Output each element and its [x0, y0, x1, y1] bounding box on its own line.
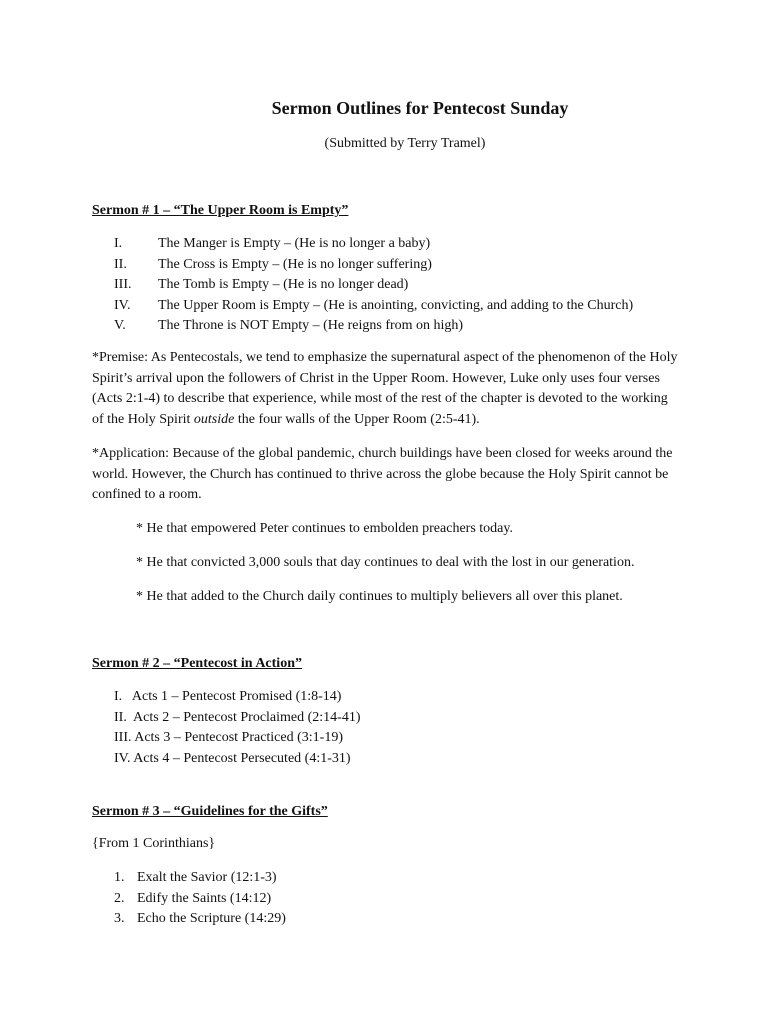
point-number: 3. [114, 911, 125, 926]
page-subtitle: (Submitted by Terry Tramel) [324, 136, 486, 151]
point-text: Exalt the Savior (12:1-3) [137, 870, 277, 885]
bullet-item: * He that convicted 3,000 souls that day continues to deal with the lost in our generation. [136, 555, 635, 570]
point-text: Echo the Scripture (14:29) [137, 911, 286, 926]
sermon-3-heading: Sermon # 3 – “Guidelines for the Gifts” [92, 804, 328, 819]
point-text: The Upper Room is Empty – (He is anointing, convicting, and adding to the Church) [158, 297, 634, 313]
sermon-2-heading: Sermon # 2 – “Pentecost in Action” [92, 656, 302, 671]
point-number: 1. [114, 870, 125, 885]
sermon-3-source: {From 1 Corinthians} [92, 836, 216, 851]
point-number: III. [114, 277, 132, 292]
point-number: 2. [114, 890, 125, 906]
point-text: The Tomb is Empty – (He is no longer dead) [158, 277, 409, 292]
application-bullets [136, 519, 634, 621]
outline-point: IV. Acts 4 – Pentecost Persecuted (4:1-31) [114, 750, 351, 766]
point-number: IV. [114, 297, 131, 313]
premise-text: *Premise: As Pentecostals, we tend to emphasize the supernatural aspect of the phenomenon of the Holy Spirit’s arrival upon the followers of Christ in the Upper Room. However, Luke only uses four verses (Acts 2:1-4) to describe that experience, while most of the rest of the chapter is devoted to the working of the Holy Spirit [92, 350, 678, 427]
point-number: II. [114, 256, 127, 272]
premise-emphasis: outside [193, 411, 235, 427]
premise-text-end: the four walls of the Upper Room (2:5-41). [234, 411, 480, 427]
point-text: Edify the Saints (14:12) [137, 890, 272, 906]
bullet-item: * He that empowered Peter continues to embolden preachers today. [136, 521, 513, 536]
point-text: The Throne is NOT Empty – (He reigns from on high) [158, 318, 464, 333]
page-title: Sermon Outlines for Pentecost Sunday [271, 98, 569, 118]
premise-paragraph [92, 348, 682, 430]
outline-point: I. Acts 1 – Pentecost Promised (1:8-14) [114, 689, 342, 704]
application-paragraph: *Application: Because of the global pandemic, church buildings have been closed for weeks around the world. However, the Church has continued to thrive across the globe because the Holy Spirit cannot be confined to a room. [92, 446, 673, 502]
point-text: The Cross is Empty – (He is no longer suffering) [158, 256, 432, 272]
bullet-item: * He that added to the Church daily continues to multiply believers all over this planet. [136, 589, 623, 604]
point-text: The Manger is Empty – (He is no longer a baby) [158, 236, 431, 251]
sermon-1-heading: Sermon # 1 – “The Upper Room is Empty” [92, 203, 349, 218]
point-number: V. [114, 318, 126, 333]
outline-point: II. Acts 2 – Pentecost Proclaimed (2:14-41) [114, 709, 361, 725]
point-number: I. [114, 236, 123, 251]
outline-point: III. Acts 3 – Pentecost Practiced (3:1-19) [114, 730, 343, 745]
sermon-2-outline [114, 687, 361, 769]
